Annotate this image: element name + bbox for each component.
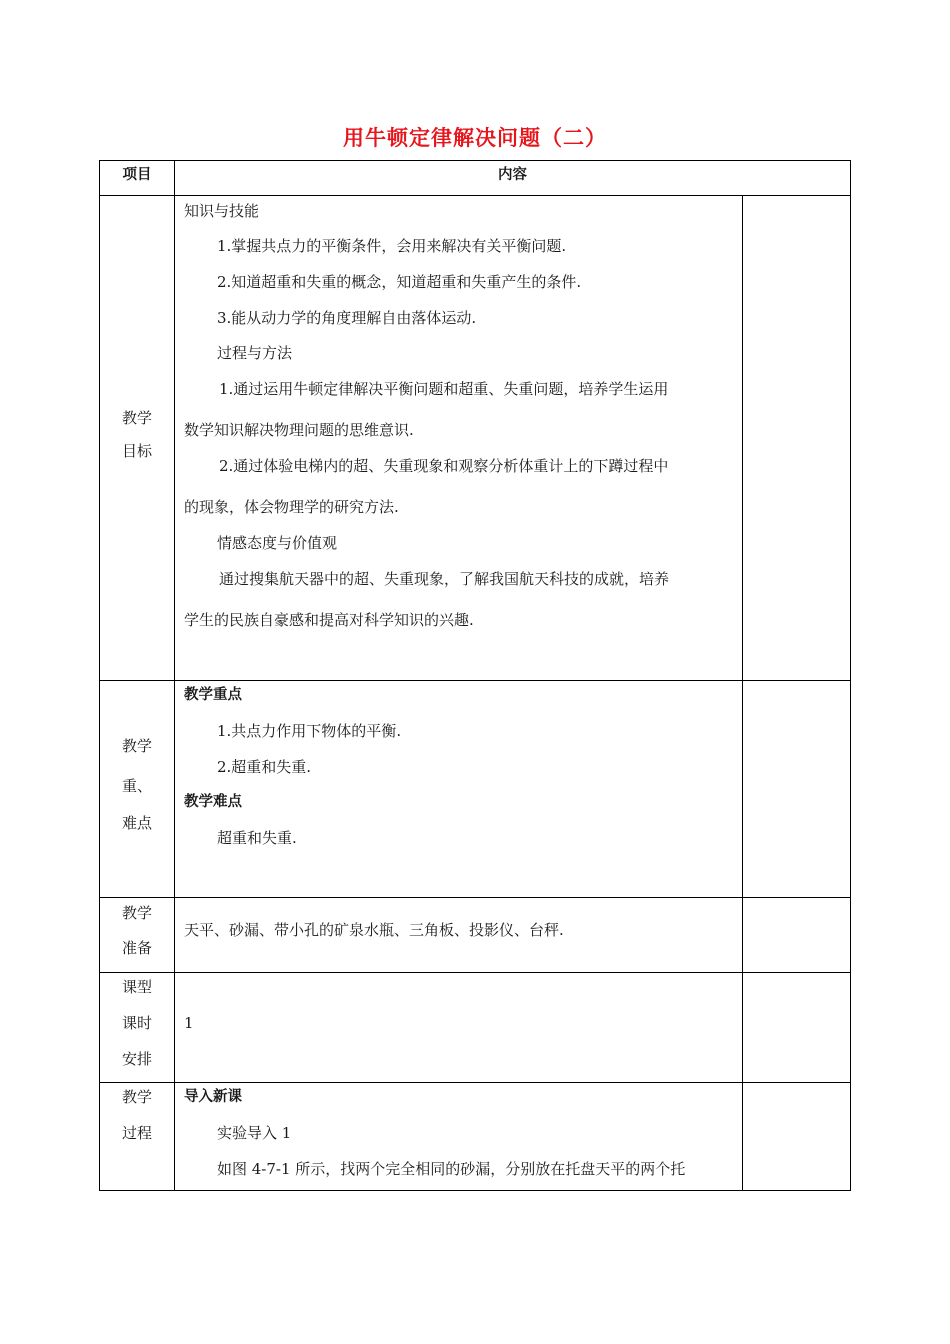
goal-line: 1.掌握共点力的平衡条件，会用来解决有关平衡问题. <box>217 237 567 255</box>
goal-line: 学生的民族自豪感和提高对科学知识的兴趣. <box>184 611 474 629</box>
row-label-line: 教学 <box>121 904 152 922</box>
header-content: 内容 <box>498 167 527 183</box>
row-label-line: 教学 <box>121 409 152 427</box>
process-heading: 导入新课 <box>184 1089 242 1105</box>
row-label-line: 课型 <box>121 978 152 996</box>
key-point-line: 1.共点力作用下物体的平衡. <box>217 722 402 740</box>
goal-line: 的现象，体会物理学的研究方法. <box>184 498 399 516</box>
goal-line: 1.通过运用牛顿定律解决平衡问题和超重、失重问题，培养学生运用 <box>219 380 669 398</box>
key-point-line: 2.超重和失重. <box>217 758 312 776</box>
schedule-text: 1 <box>184 1014 194 1032</box>
row-label-line: 教学 <box>121 737 152 755</box>
row-label-line: 准备 <box>121 939 152 957</box>
difficulty-line: 超重和失重. <box>217 829 297 847</box>
section-heading: 情感态度与价值观 <box>217 534 338 552</box>
goal-line: 数学知识解决物理问题的思维意识. <box>184 421 414 439</box>
row-label-line: 教学 <box>121 1088 152 1106</box>
row-label-line: 安排 <box>121 1050 152 1068</box>
goal-line: 通过搜集航天器中的超、失重现象，了解我国航天科技的成就，培养 <box>219 570 670 588</box>
header-item: 项目 <box>122 167 152 183</box>
row-label-line: 目标 <box>121 442 152 460</box>
prep-text: 天平、砂漏、带小孔的矿泉水瓶、三角板、投影仪、台秤. <box>184 921 564 939</box>
row-label-line: 课时 <box>121 1014 152 1032</box>
goal-line: 2.知道超重和失重的概念，知道超重和失重产生的条件. <box>217 273 582 291</box>
process-line: 实验导入 1 <box>217 1124 292 1142</box>
document-title: 用牛顿定律解决问题（二） <box>343 126 607 150</box>
key-points-heading: 教学重点 <box>184 687 242 703</box>
section-heading: 过程与方法 <box>217 344 293 362</box>
row-label-line: 重、 <box>121 777 152 795</box>
difficulties-heading: 教学难点 <box>184 794 242 810</box>
row-label-line: 过程 <box>121 1124 152 1142</box>
section-heading: 知识与技能 <box>184 202 260 220</box>
row-label-line: 难点 <box>121 814 152 832</box>
goal-line: 3.能从动力学的角度理解自由落体运动. <box>217 309 477 327</box>
goal-line: 2.通过体验电梯内的超、失重现象和观察分析体重计上的下蹲过程中 <box>219 457 669 475</box>
process-line: 如图 4-7-1 所示，找两个完全相同的砂漏，分别放在托盘天平的两个托 <box>217 1160 686 1178</box>
